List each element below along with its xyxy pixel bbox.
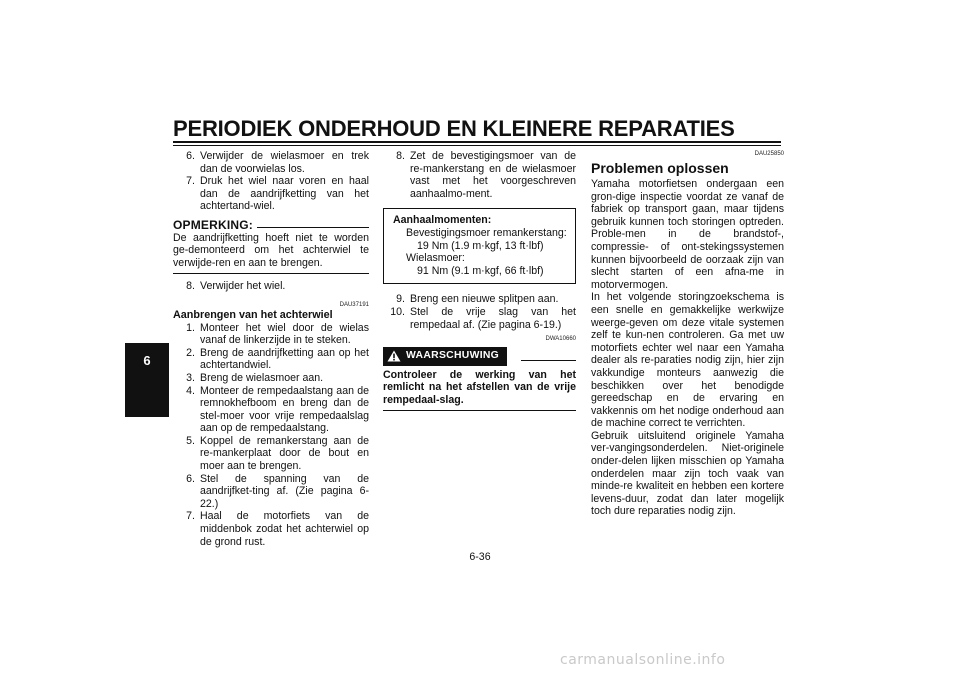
warning-label: WAARSCHUWING [406,350,500,362]
step-number: 7. [186,510,195,523]
warning-heading [383,347,576,366]
step-number: 3. [186,371,195,384]
chapter-tab-number: 6 [143,353,151,368]
torque-value-2: 91 Nm (9.1 m·kgf, 66 ft·lbf) [417,264,544,277]
step-list [383,150,576,200]
step-list [173,322,369,549]
list-item [173,322,369,347]
torque-label-1: Bevestigingsmoer remankerstang: [406,226,567,239]
step-text: Druk het wiel naar voren en haal dan de aandrijfketting van het achtertand-wiel. [200,175,369,213]
list-item [383,150,576,200]
note-rule [257,227,369,228]
list-item [383,306,576,331]
torque-value-1: 19 Nm (1.9 m·kgf, 13 ft·lbf) [417,239,544,252]
list-item [173,280,369,293]
note-text: De aandrijfketting hoeft niet te worden ge-demonteerd om het achterwiel te verwijde-ren en aan te brengen. [173,232,369,275]
list-item [173,385,369,435]
list-item [173,435,369,473]
page-number: 6-36 [469,551,491,563]
warning-rule [521,360,576,361]
list-item [173,150,369,175]
section-title: Problemen oplossen [591,160,729,176]
doc-code: DAU25850 [754,151,784,157]
paragraph: Gebruik uitsluitend originele Yamaha ver-vangingsonderdelen. Niet-originele onder-delen lijken misschien op Yamaha onderdelen maar zijn toch vaak van minde-re kwaliteit en hebben een kortere levens-duur, zodat dan later mogelijk toch dure reparaties nodig zijn. [591,429,784,518]
step-number: 4. [186,384,195,397]
title-rule [173,141,781,143]
warning-icon [387,350,401,362]
list-item [173,347,369,372]
step-number: 9. [396,293,405,306]
list-item [173,175,369,213]
step-text: Zet de bevestigingsmoer van de re-mankerstang en de wielasmoer vast met het voorgeschreven aanhaalmo-ment. [410,150,576,200]
step-text: Verwijder de wielasmoer en trek dan de voorwielas los. [200,150,369,175]
watermark: carmanualsonline.info [560,652,726,668]
step-list [173,150,369,213]
step-number: 8. [186,280,195,293]
step-list [173,280,369,293]
column-1 [173,150,369,548]
title-rule-thin [173,145,781,146]
step-text: Monteer de rempedaalstang aan de remnokhefboom en breng dan de stel-moer voor vrije rempedaalslag aan op de rempedaalstang. [200,384,369,435]
paragraph: Yamaha motorfietsen ondergaan een gron-dige inspectie voordat ze vanaf de fabriek op transport gaan, maar tijdens gebruik kunnen toch storingen optreden. Proble-men in de brandstof-, compressie- of ont-stekingssystemen kunnen bijvoorbeeld de oorzaak zijn van slecht starten of een afna-me in motorvermogen. [591,178,784,291]
step-text: Monteer het wiel door de wielas vanaf de linkerzijde in te steken. [200,321,369,347]
step-text: Breng de aandrijfketting aan op het achtertandwiel. [200,346,369,372]
step-text: Verwijder het wiel. [200,280,286,293]
step-number: 6. [186,472,195,485]
step-text: Koppel de remankerstang aan de re-mankerplaat door de bout en moer aan te brengen. [200,434,369,473]
torque-title: Aanhaalmomenten: [393,214,492,227]
step-text: Haal de motorfiets van de middenbok zodat het achterwiel op de grond rust. [200,510,369,548]
torque-label-2: Wielasmoer: [406,252,465,265]
doc-code: DWA10660 [545,336,576,343]
warning-text: Controleer de werking van het remlicht na het afstellen van de vrije rempedaal-slag. [383,369,576,411]
step-text: Stel de spanning van de aandrijfket-ting af. (Zie pagina 6-22.) [200,472,369,510]
step-number: 7. [186,175,195,188]
column-3 [591,150,784,518]
section-title: Aanbrengen van het achterwiel [173,308,333,321]
list-item [173,372,369,385]
step-number: 6. [186,150,195,162]
step-number: 10. [390,305,405,318]
list-item [173,510,369,548]
step-number: 1. [186,321,195,334]
list-item [173,473,369,511]
note-label: OPMERKING: [173,217,253,232]
step-text: Stel de vrije slag van het rempedaal af. (Zie pagina 6-19.) [410,305,576,331]
note-heading [173,219,369,232]
page-title: PERIODIEK ONDERHOUD EN KLEINERE REPARATIES [173,116,735,141]
step-number: 2. [186,346,195,359]
step-text: Breng een nieuwe splitpen aan. [410,293,559,306]
paragraph: In het volgende storingzoekschema is een snelle en gemakkelijke werkwijze weerge-geven om deze vitale systemen zelf te kun-nen controleren. Ga met uw motorfiets echter wel naar een Yamaha dealer als re-paraties nodig zijn, hier zijn vakkundige monteurs aanwezig die beschikken over het benodigde gereedschap en de ervaring en vakkennis om het nodige onderhoud aan de machine correct te verrichten. [591,291,784,430]
step-list [383,293,576,331]
step-number: 5. [186,434,195,447]
doc-code: DAU37191 [339,301,369,308]
list-item [383,293,576,306]
step-text: Breng de wielasmoer aan. [200,371,324,384]
column-2 [383,150,576,411]
torque-box [383,208,576,284]
warning-badge [383,347,507,366]
step-number: 8. [396,150,405,162]
